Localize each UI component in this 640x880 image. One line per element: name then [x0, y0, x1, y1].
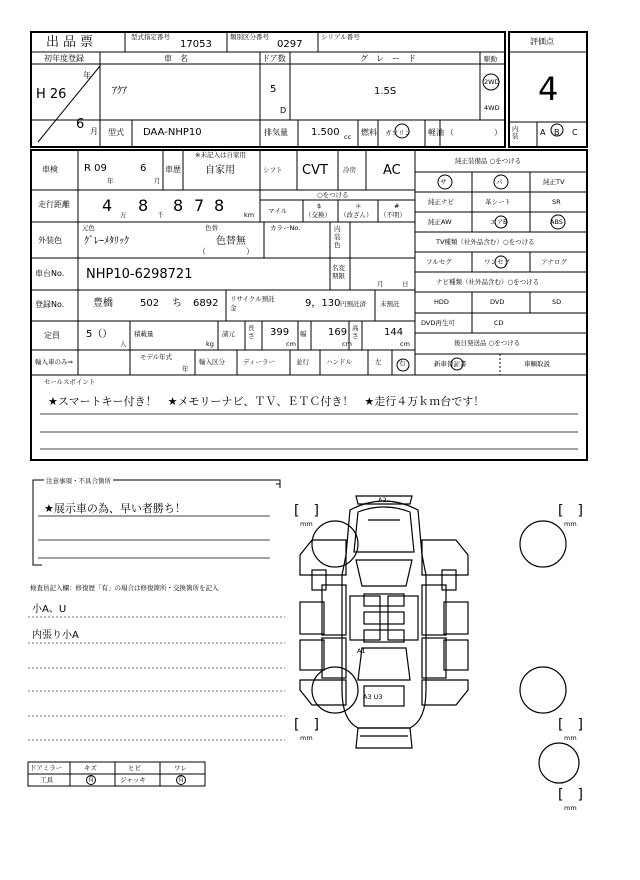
type-value: DAA-NHP10 [143, 127, 202, 138]
mileage-label: 走行距離 [38, 200, 70, 209]
score-value: 4 [538, 70, 559, 108]
recycle-unpaid: 未預託 [380, 300, 400, 308]
type-label: 型式 [108, 128, 124, 137]
sales-text: ★スマートキー付き！ ★メモリーナビ、ＴＶ、ＥＴＣ付き！ ★走行４万ｋｍ台です！ [48, 395, 485, 408]
drive-label: 駆動 [484, 55, 497, 63]
displacement-value: 1.500 [311, 127, 340, 138]
door-count: 5 [270, 84, 277, 95]
first-reg-label: 初年度登録 [44, 54, 84, 63]
mileage-man: 万 [120, 211, 127, 219]
interior-color-label: 内装色 [334, 225, 341, 249]
recycle-label: リサイクル預託金 [230, 295, 275, 312]
inspect-month: 6 [140, 163, 147, 174]
mileage-digit-2: 8 [138, 196, 149, 215]
equip-r1-1: サ [440, 178, 447, 186]
mileage-mile: マイル [268, 207, 288, 215]
import-label: 輸入車のみ⇒ [35, 358, 73, 366]
tools-r3: ジャッキ [120, 776, 146, 784]
capacity-unit: 人 [120, 340, 127, 348]
paint-value: 色替無 [216, 236, 246, 247]
reg-class: 502 [140, 298, 160, 309]
tools-r4: 有 [177, 775, 185, 783]
tools-r1: 工具 [40, 776, 53, 784]
first-reg-month: 6 [76, 117, 85, 132]
equip-r3-2: エアB [490, 218, 508, 226]
diagram-label-a2: A2 [378, 496, 387, 504]
inspect-month-unit: 月 [154, 177, 161, 185]
grade-value: 1.5S [374, 86, 397, 97]
len-value: 399 [270, 327, 290, 338]
tv-title: TV種類（社外品含む）○をつける [436, 238, 535, 246]
inspector-line-2: 内張り小A [32, 630, 79, 641]
mm-rr: mm [564, 734, 577, 742]
fuel-label: 燃料 [361, 128, 377, 137]
import-parallel: 並行 [296, 358, 309, 366]
capacity-value: 5（） [86, 329, 113, 340]
hei-label: 高さ [352, 324, 359, 340]
ac-label: 冷房 [343, 166, 356, 174]
import-handle: ハンドル [326, 358, 352, 366]
fuel-diesel: 軽油 [428, 128, 444, 137]
tools-h3: ヒビ [128, 764, 141, 772]
inspector-label: 検査員記入欄：修復歴「有」の場合は修復箇所・交換箇所を記入 [30, 584, 219, 592]
reg-kana: ち [172, 298, 182, 309]
mileage-star: ＊ [355, 202, 362, 210]
handle-left: 左 [375, 358, 382, 366]
shift-value: CVT [302, 163, 328, 178]
wid-cm: cm [342, 340, 352, 348]
equip-r1-2: パ [496, 178, 503, 186]
mileage-dollar: $ [317, 202, 322, 210]
diagram-label-a3u3: A3 U3 [363, 693, 383, 701]
tools-r2: 有 [87, 775, 95, 783]
inspect-era: R 09 [84, 163, 107, 174]
color-label: 外装色 [38, 236, 62, 245]
equip-title: 純正装備品 ○をつける [455, 157, 522, 165]
mm-rl: mm [300, 734, 313, 742]
year-unit: 年 [83, 71, 91, 80]
mileage-hash: # [394, 202, 400, 210]
len-label: 長さ [248, 324, 255, 340]
hei-value: 144 [384, 327, 404, 338]
chassis-label: 車台No. [35, 269, 65, 278]
name-change-label: 名変期限 [332, 264, 345, 280]
reg-number: 6892 [193, 298, 219, 309]
bracket-rl: [ ] [294, 717, 319, 733]
month-unit: 月 [90, 127, 98, 136]
equip-r2-3: SR [552, 198, 561, 206]
inspect-label: 車検 [42, 165, 58, 174]
fuel-paren: （ ） [446, 128, 502, 137]
len-cm: cm [286, 340, 296, 348]
mileage-digit-4: 7 [194, 196, 205, 215]
model-no: 17053 [180, 39, 212, 50]
tools-h4: ワレ [174, 764, 187, 772]
wid-value: 169 [328, 327, 348, 338]
bracket-rr: [ ] [558, 717, 583, 733]
displacement-label: 排気量 [264, 128, 288, 137]
doors-label: ドア数 [262, 54, 286, 63]
navi-dvd: DVD [490, 298, 505, 306]
bracket-fl: [ ] [294, 503, 319, 519]
import-type-label: 輸入区分 [199, 358, 225, 366]
later-title: 後日発送品 ○をつける [454, 339, 521, 347]
mileage-unknown: （不明） [380, 211, 406, 219]
color-no-label: カラーNo. [270, 224, 301, 232]
handle-right: 右 [399, 359, 406, 367]
tv-one: ワンセグ [484, 258, 510, 266]
model-year-label: モデル年式 [140, 353, 173, 361]
tools-h2: キズ [84, 764, 97, 772]
mm-spare: mm [564, 804, 577, 812]
interior-grade-a: A [540, 128, 546, 137]
navi-hdd: HDD [434, 298, 449, 306]
tools-h1: ドアミラー [30, 764, 63, 772]
later-manual: 車輌取説 [524, 360, 550, 368]
mileage-km: km [244, 211, 255, 219]
inspector-line-1: 小A、U [32, 604, 67, 615]
equip-r3-1: 純正AW [428, 218, 452, 226]
mm-fl: mm [300, 520, 313, 528]
wid-label: 幅 [300, 330, 307, 338]
reg-area: 豊橋 [93, 298, 113, 309]
equip-r3-3: ABS [550, 218, 563, 226]
model-year-unit: 年 [182, 365, 189, 373]
car-name-label: 車 名 [164, 54, 188, 63]
recycle-unit: 円預託済 [340, 300, 366, 308]
history-note: ※未記入は自家用 [195, 151, 246, 159]
serial-label: シリアル番号 [321, 33, 360, 41]
mileage-digit-5: 8 [214, 196, 225, 215]
orig-color: ｸﾞﾚｰﾒﾀﾘｯｸ [84, 236, 129, 247]
first-reg-era: H 26 [36, 87, 67, 102]
name-change-day: 日 [402, 280, 409, 288]
mileage-sen: 千 [157, 211, 164, 219]
grade-label: グ レ ー ド [360, 54, 416, 63]
equip-r2-2: 革シート [485, 198, 511, 206]
orig-color-label: 元色 [82, 224, 95, 232]
capacity-label: 定員 [44, 331, 60, 340]
interior-grade-b: B [554, 128, 560, 137]
cd: CD [494, 319, 504, 327]
interior-grade-c: C [572, 128, 578, 137]
mileage-altered: （改ざん） [340, 211, 373, 219]
hei-cm: cm [400, 340, 410, 348]
car-name: ｱｸｱ [112, 86, 127, 97]
class-no: 0297 [277, 39, 303, 50]
fuel-gas: ガソリン [385, 129, 411, 137]
paint-paren: （ ） [198, 247, 254, 256]
mileage-mark-note: ○をつける [317, 191, 349, 199]
dvd-play: DVD再生可 [421, 319, 455, 327]
bracket-fr: [ ] [558, 503, 583, 519]
interior-label: 内装 [512, 125, 519, 140]
class-label: 類別区分番号 [230, 33, 269, 41]
chassis-no: NHP10-6298721 [86, 267, 193, 282]
navi-sd: SD [552, 298, 562, 306]
diagram-label-a1: A1 [357, 647, 366, 655]
mileage-exchange: （交換） [305, 211, 331, 219]
later-warranty: 新車保証書 [434, 360, 467, 368]
notes-label: 注意事項・不具合箇所 [46, 477, 111, 485]
drive-4wd: 4WD [484, 104, 500, 112]
name-change-month: 月 [377, 280, 384, 288]
mm-fr: mm [564, 520, 577, 528]
mileage-digit-3: 8 [173, 196, 184, 215]
history-label: 車歴 [165, 165, 181, 174]
equip-r2-1: 純正ナビ [428, 198, 454, 206]
notes-text: ★展示車の為、早い者勝ち！ [44, 502, 186, 515]
model-no-label: 型式指定番号 [131, 33, 170, 41]
import-dealer: ディーラー [243, 358, 275, 366]
mileage-digit-1: 4 [102, 196, 113, 215]
cc-unit: cc [344, 133, 352, 141]
drive-2wd: 2WD [484, 78, 500, 86]
score-label: 評価点 [530, 37, 554, 46]
load-kg: kg [206, 340, 214, 348]
ac-value: AC [383, 163, 401, 178]
shift-label: シフト [263, 166, 283, 174]
dims-label: 諸元 [222, 330, 235, 338]
recycle-amount: 9，130 [305, 298, 341, 309]
equip-r1-3: 純正TV [543, 178, 565, 186]
paint-label: 色替 [205, 224, 218, 232]
history-value: 自家用 [205, 165, 235, 176]
reg-label: 登録No. [35, 300, 65, 309]
door-suffix: D [280, 106, 287, 115]
inspect-year-unit: 年 [107, 177, 114, 185]
tv-full: フルセグ [426, 258, 452, 266]
bracket-spare: [ ] [558, 787, 583, 803]
load-label: 積載量 [134, 330, 154, 338]
form-title: 出品票 [46, 35, 98, 50]
tv-analog: アナログ [541, 258, 567, 266]
sales-label: セールスポイント [44, 378, 96, 386]
navi-title: ナビ種類（社外品含む）○をつける [436, 278, 540, 286]
